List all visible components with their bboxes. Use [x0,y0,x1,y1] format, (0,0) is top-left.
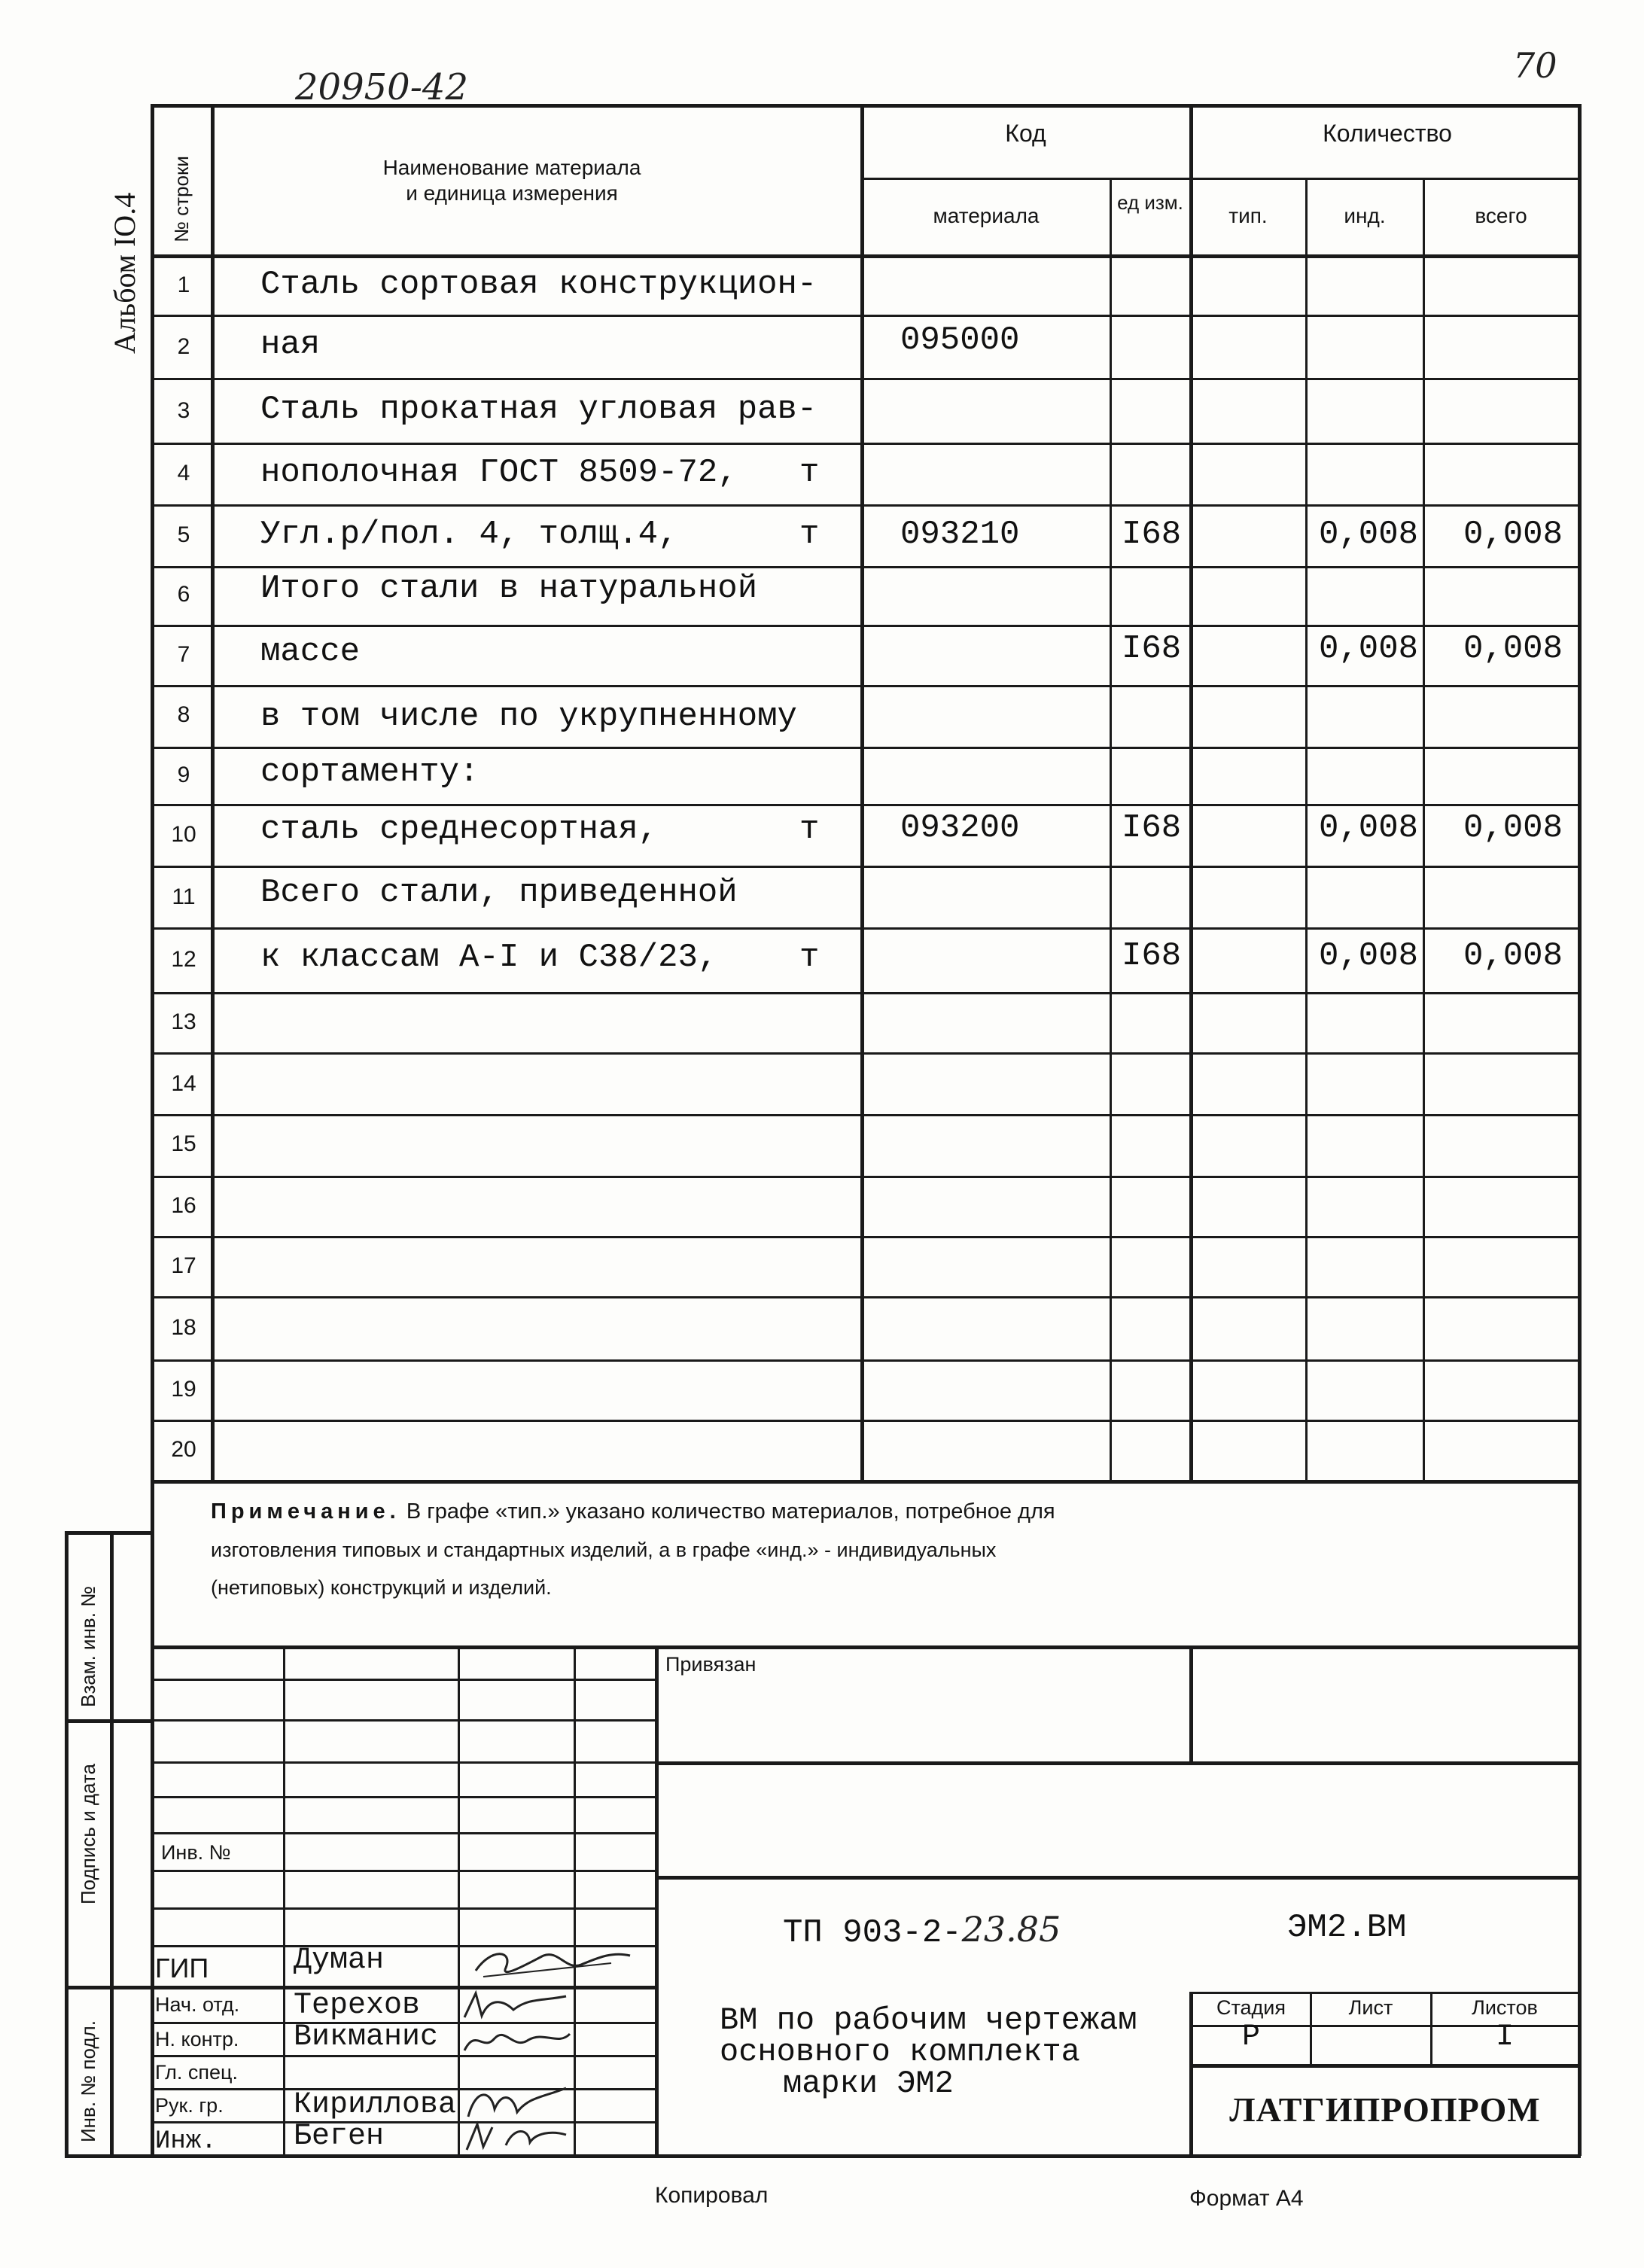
stage-value: Р [1241,2020,1260,2054]
row-number: 1 [177,272,190,297]
row-number: 18 [171,1315,196,1340]
side-label-inventory: Инв. № подл. [77,2020,99,2142]
header-qty-ind: инд. [1344,204,1386,227]
row-number: 5 [177,522,190,547]
row-number: 15 [171,1131,196,1156]
document-number-handwritten: 23.85 [961,1909,1061,1950]
header-code-unit: ед изм. [1117,191,1183,214]
material-name: нополочная ГОСТ 8509-72, [260,454,738,492]
privyazan-label: Привязан [665,1653,757,1676]
header-qty-typ: тип. [1228,204,1268,227]
organization-name: ЛАТГИПРОПРОМ [1229,2090,1541,2129]
header-material-name: Наименование материала и единица измерения [382,156,641,205]
signature-engineer [461,2120,574,2154]
qty-total: 0,008 [1463,937,1563,975]
note-line-3: (нетиповых) конструкций и изделий. [211,1576,552,1599]
qty-total: 0,008 [1463,809,1563,847]
note-line-2: изготовления типовых и стандартных изделий, а в графе «инд.» - индивидуальных [211,1539,997,1561]
qty-total: 0,008 [1463,630,1563,668]
page-number: 70 [1513,45,1557,86]
material-name: Угл.р/пол. 4, толщ.4, [260,516,678,553]
row-number: 11 [172,884,196,909]
material-name: к классам A-I и C38/23, [260,939,718,976]
header-quantity: Количество [1323,120,1452,147]
material-name: Всего стали, приведенной [260,874,738,912]
row-number: 7 [177,642,190,667]
document-code: ЭМ2.ВМ [1287,1909,1407,1947]
document-number [783,1909,1061,1952]
row-number: 19 [171,1377,196,1402]
row-number: 12 [171,947,196,972]
unit-code: I68 [1122,516,1182,553]
header-code-material: материала [933,204,1040,227]
signature-gip [461,1941,634,1986]
material-name: ная [260,326,321,364]
unit-code: I68 [1122,630,1182,668]
row-number: 2 [177,334,190,359]
material-name: Сталь сортовая конструкцион- [260,266,817,303]
name-group-lead: Кириллова [294,2088,457,2122]
note-label: Примечание. [211,1499,400,1524]
row-number: 8 [177,702,190,727]
material-name: в том числе по укрупненному [260,698,797,735]
name-norm-control: Викманис [294,2020,439,2054]
header-qty-all: всего [1475,204,1527,227]
name-head-dept: Терехов [294,1989,421,2023]
unit: т [799,811,820,848]
unit-code: I68 [1122,937,1182,975]
role-gip: ГИП [155,1953,209,1983]
document-number-prefix: ТП 903-2- [783,1914,962,1952]
qty-individual: 0,008 [1319,516,1419,553]
material-code: 093210 [900,516,1020,553]
sheets-label: Листов [1472,1996,1538,2019]
material-code: 093200 [900,809,1020,847]
material-name: сталь среднесортная, [260,811,659,848]
document-title-line-2: основного комплекта [720,2034,1080,2070]
row-number: 17 [171,1253,196,1278]
row-number: 16 [171,1193,196,1218]
signature-group-lead [461,2082,574,2121]
unit: т [799,516,820,553]
material-name: Сталь прокатная угловая рав- [260,391,817,428]
qty-total: 0,008 [1463,516,1563,553]
footer-copied: Копировал [655,2183,769,2208]
role-head-dept: Нач. отд. [155,1993,240,2016]
side-label-signature-date: Подпись и дата [77,1763,99,1904]
album-label: Альбом IO.4 [108,192,142,354]
row-number: 20 [171,1437,196,1462]
row-number: 13 [171,1009,196,1034]
name-gip: Думан [294,1944,385,1977]
role-group-lead: Рук. гр. [155,2094,224,2117]
role-engineer: Инж. [155,2127,217,2156]
signature-head-dept [461,1987,574,2022]
qty-individual: 0,008 [1319,630,1419,668]
row-number: 4 [177,461,190,486]
document-title-line-3: марки ЭМ2 [783,2066,954,2102]
unit: т [799,454,820,492]
stage-label: Стадия [1216,1996,1286,2019]
qty-individual: 0,008 [1319,937,1419,975]
material-name: сортаменту: [260,753,480,791]
role-norm-control: Н. контр. [155,2028,239,2050]
name-engineer: Беген [294,2120,385,2154]
header-code: Код [1005,120,1046,147]
inventory-number-label: Инв. № [161,1841,236,1865]
sheet-label: Лист [1348,1996,1393,2019]
role-chief-spec: Гл. спец. [155,2061,238,2084]
footer-format: Формат А4 [1189,2186,1304,2211]
material-name: массе [260,633,361,671]
row-number: 14 [171,1071,196,1096]
unit: т [799,939,820,976]
note-line-1: В графе «тип.» указано количество материалов, потребное для [406,1499,1055,1524]
material-code: 095000 [900,321,1020,359]
row-number: 3 [177,398,190,423]
material-name: Итого стали в натуральной [260,570,758,607]
unit-code: I68 [1122,809,1182,847]
sheets-value: I [1495,2020,1514,2054]
qty-individual: 0,008 [1319,809,1419,847]
row-number: 9 [177,763,190,787]
document-title-line-1: ВМ по рабочим чертежам [720,2002,1137,2038]
row-number: 10 [171,822,196,847]
signature-norm-control [461,2023,574,2055]
side-label-vzam: Взам. инв. № [77,1585,99,1707]
header-row-number: № строки [170,156,193,242]
document-archive-number: 20950-42 [295,66,468,108]
row-number: 6 [177,582,190,607]
